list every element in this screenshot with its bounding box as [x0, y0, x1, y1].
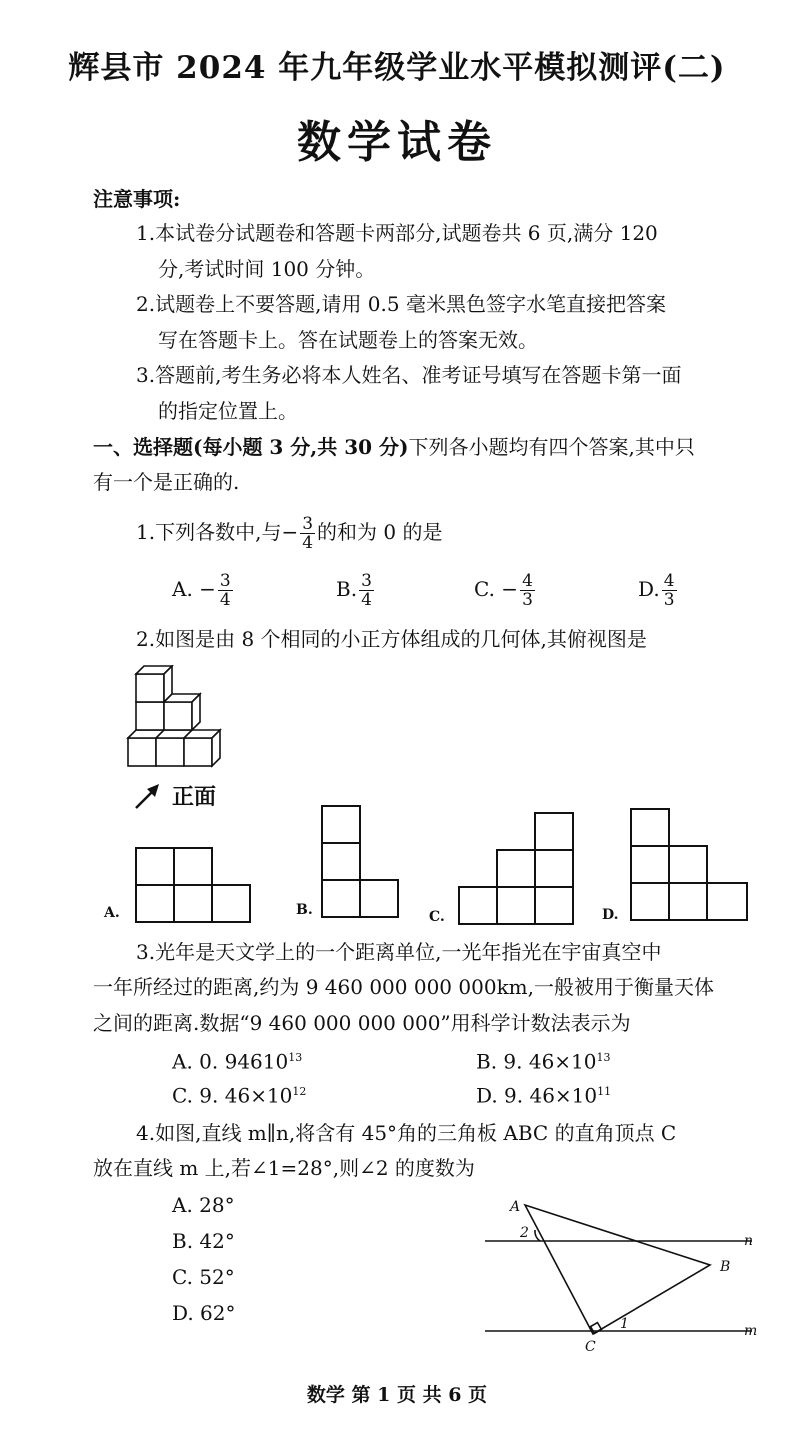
q1-option-c: C. − $\frac{4}{3}$	[474, 571, 533, 610]
question-1-stem	[136, 512, 442, 552]
label-c: C	[585, 1339, 596, 1355]
notice-item-2-line-1: 2.试题卷上不要答题,请用 0.5 毫米黑色签字水笔直接把答案	[136, 292, 666, 316]
q4-option-b: B. 42°	[172, 1229, 235, 1253]
label-angle-1: 1	[620, 1316, 629, 1332]
q2-option-b-figure	[321, 805, 401, 919]
q3-option-c: C. 9. $46\times 10^{12}$	[172, 1083, 307, 1108]
question-4-line-1: 4.如图,直线 m∥n,将含有 45°角的三角板 ABC 的直角顶点 C	[136, 1121, 677, 1145]
label-m: m	[744, 1323, 758, 1339]
notice-item-2-line-2: 写在答题卡上。答在试题卷上的答案无效。	[158, 328, 538, 352]
q2-option-c-figure	[458, 812, 574, 926]
page-footer: 数学 第 1 页 共 6 页	[306, 1384, 488, 1406]
q4-option-c: C. 52°	[172, 1265, 235, 1289]
q2-option-b-label: B.	[296, 902, 313, 918]
q1-suffix: 的和为 0 的是	[317, 520, 443, 544]
q1-option-b: B. $\frac{3}{4}$	[336, 571, 372, 610]
question-3-line-3: 之间的距离.数据“9 460 000 000 000”用科学计数法表示为	[93, 1011, 631, 1035]
q1-prefix: 1.下列各数中,与−	[136, 520, 299, 544]
question-3-line-1: 3.光年是天文学上的一个距离单位,一光年指光在宇宙真空中	[136, 940, 662, 964]
q2-option-d-label: D.	[602, 907, 619, 923]
front-arrow-icon	[132, 780, 164, 812]
label-angle-2: 2	[520, 1225, 529, 1241]
section-1-intro-rest: 下列各小题均有四个答案,其中只	[408, 435, 695, 459]
exam-subject: 数学试卷	[297, 117, 497, 168]
section-1-intro	[93, 432, 695, 462]
q2-solid-figure	[120, 665, 230, 775]
notice-item-3-line-1: 3.答题前,考生务必将本人姓名、准考证号填写在答题卡第一面	[136, 363, 682, 387]
q3-option-a: A. 0. 94610$^{13}$	[172, 1049, 303, 1074]
q3-option-d: D. 9. $46\times 10^{11}$	[476, 1083, 612, 1108]
q2-option-d-figure	[630, 808, 750, 924]
label-a: A	[510, 1199, 521, 1215]
q1-option-d: D. $\frac{4}{3}$	[638, 571, 675, 610]
q2-option-c-label: C.	[429, 909, 445, 925]
notice-heading: 注意事项:	[93, 187, 181, 211]
label-b: B	[720, 1259, 731, 1275]
question-3-line-2: 一年所经过的距离,约为 9 460 000 000 000km,一般被用于衡量天体	[93, 975, 715, 999]
notice-item-3-line-2: 的指定位置上。	[158, 399, 298, 423]
q1-option-a: A. − $\frac{3}{4}$	[172, 571, 231, 610]
q1-fraction: $\frac{3}{4}$	[302, 514, 314, 553]
notice-item-1-line-2: 分,考试时间 100 分钟。	[158, 257, 376, 281]
q4-option-a: A. 28°	[172, 1193, 235, 1217]
triangle-abc	[525, 1205, 710, 1334]
label-n: n	[744, 1233, 754, 1249]
question-2-stem: 2.如图是由 8 个相同的小正方体组成的几何体,其俯视图是	[136, 627, 647, 651]
q2-option-a-figure	[135, 847, 251, 924]
q4-option-d: D. 62°	[172, 1301, 236, 1325]
exam-title: 辉县市 2024 年九年级学业水平模拟测评(二)	[68, 50, 726, 86]
front-label: 正面	[172, 785, 217, 810]
notice-item-1-line-1: 1.本试卷分试题卷和答题卡两部分,试题卷共 6 页,满分 120	[136, 221, 658, 245]
q3-option-b: B. 9. $46\times 10^{13}$	[476, 1049, 611, 1074]
section-1-intro-line-2: 有一个是正确的.	[93, 470, 240, 494]
question-4-line-2: 放在直线 m 上,若∠1=28°,则∠2 的度数为	[93, 1156, 475, 1180]
q2-option-a-label: A.	[104, 905, 120, 921]
q4-triangle-figure	[480, 1195, 770, 1355]
section-1-heading: 一、选择题(每小题 3 分,共 30 分)	[93, 435, 409, 459]
